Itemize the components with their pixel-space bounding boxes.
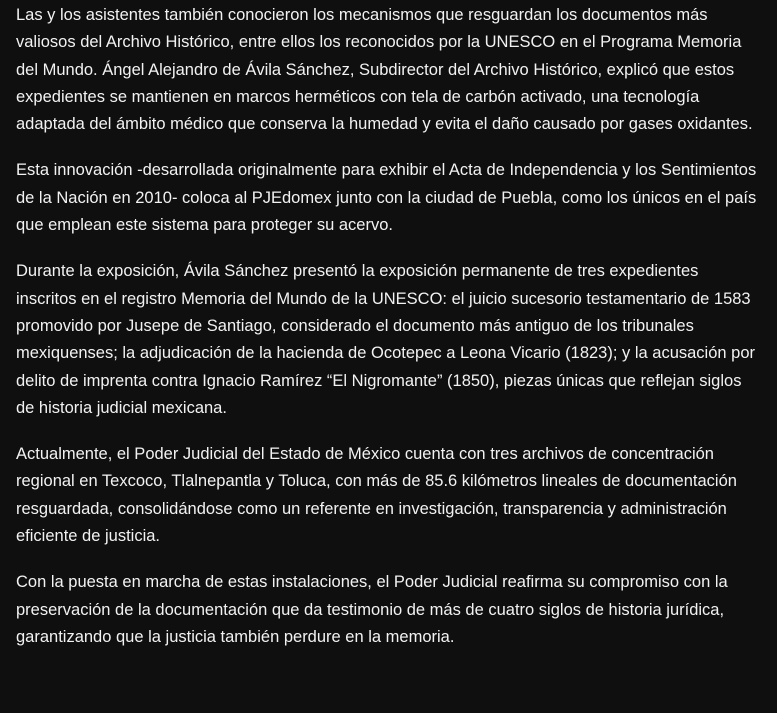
article-paragraph-4: Actualmente, el Poder Judicial del Estado de México cuenta con tres archivos de concentración regional en Texcoco, Tlalnepantla y Toluca, con más de 85.6 kilómetros lineales de documentación resguardada, consolidándose como un referente en investigación, transparencia y administración eficiente de justicia. — [16, 445, 737, 546]
article-body — [16, 2, 761, 651]
article-paragraph-2: Esta innovación -desarrollada originalmente para exhibir el Acta de Independencia y los Sentimientos de la Nación en 2010- coloca al PJEdomex junto con la ciudad de Puebla, como los únicos en el país que emplean este sistema para proteger su acervo. — [16, 161, 757, 235]
article-paragraph-1: Las y los asistentes también conocieron los mecanismos que resguardan los documentos más valiosos del Archivo Histórico, entre ellos los reconocidos por la UNESCO en el Programa Memoria del Mundo. Ángel Alejandro de Ávila Sánchez, Subdirector del Archivo Histórico, explicó que estos expedientes se mantienen en marcos herméticos con tela de carbón activado, una tecnología adaptada del ámbito médico que conserva la humedad y evita el daño causado por gases oxidantes. — [16, 6, 753, 134]
article-paragraph-5: Con la puesta en marcha de estas instalaciones, el Poder Judicial reafirma su compromiso con la preservación de la documentación que da testimonio de más de cuatro siglos de historia jurídica, garantizando que la justicia también perdure en la memoria. — [16, 573, 728, 646]
article-paragraph-3: Durante la exposición, Ávila Sánchez presentó la exposición permanente de tres expedientes inscritos en el registro Memoria del Mundo de la UNESCO: el juicio sucesorio testamentario de 1583 promovido por Jusepe de Santiago, considerado el documento más antiguo de los tribunales mexiquenses; la adjudicación de la hacienda de Ocotepec a Leona Vicario (1823); y la acusación por delito de imprenta contra Ignacio Ramírez “El Nigromante” (1850), piezas únicas que reflejan siglos de historia judicial mexicana. — [16, 262, 756, 417]
